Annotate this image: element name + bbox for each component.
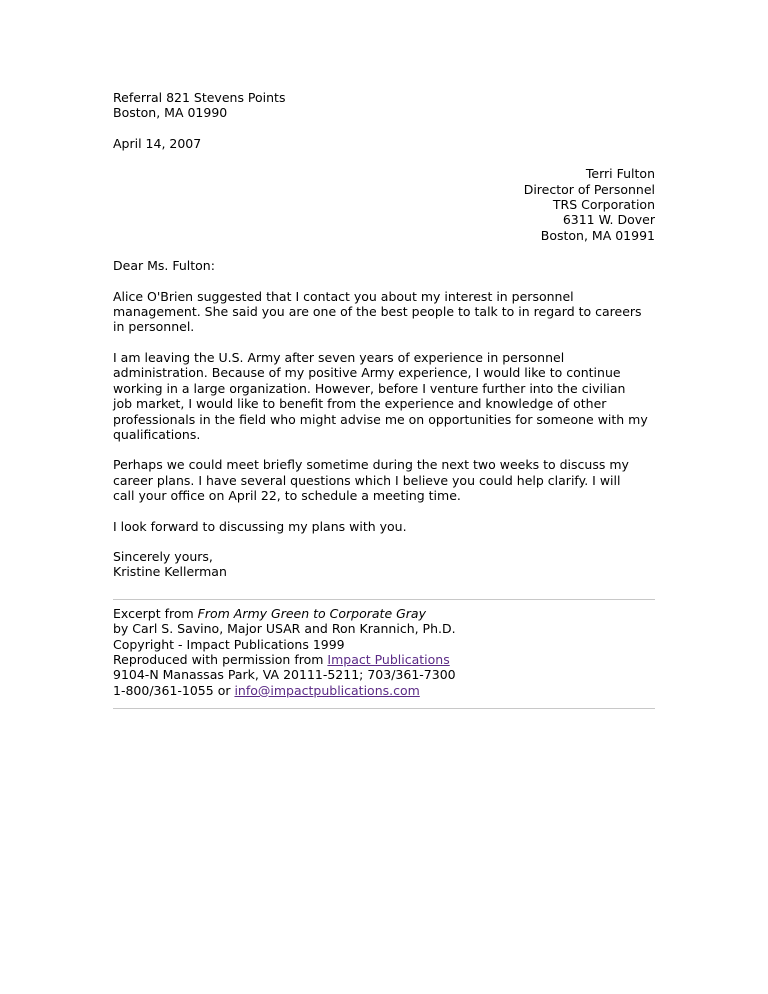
publisher-address-line: 9104-N Manassas Park, VA 20111-5211; 703/361-7300: [113, 667, 456, 683]
paragraph-line: management. She said you are one of the best people to talk to in regard to careers: [113, 304, 642, 320]
sender-address-line-2: Boston, MA 01990: [113, 105, 228, 121]
paragraph-line: administration. Because of my positive Army experience, I would like to continue: [113, 365, 621, 381]
body-paragraph-1: [113, 289, 655, 335]
footer-divider: [113, 708, 655, 709]
recipient-address: [113, 166, 655, 243]
excerpt-line: [113, 606, 655, 621]
recipient-street: 6311 W. Dover: [562, 212, 655, 228]
paragraph-line: I am leaving the U.S. Army after seven years of experience in personnel: [113, 349, 565, 365]
sender-address-line-1: Referral 821 Stevens Points: [113, 90, 286, 105]
letter-page: [113, 90, 655, 709]
copyright-line: Copyright - Impact Publications 1999: [113, 636, 345, 652]
body-paragraph-2: [113, 350, 655, 442]
paragraph-line: professionals in the field who might advise me on opportunities for someone with my: [113, 411, 648, 427]
body-paragraph-3: [113, 457, 655, 503]
book-title: From Army Green to Corporate Gray: [197, 605, 426, 621]
excerpt-prefix: Excerpt from: [113, 605, 198, 621]
letter-date: [113, 136, 655, 151]
paragraph-line: Perhaps we could meet briefly sometime during the next two weeks to discuss my: [113, 457, 629, 473]
email-link[interactable]: info@impactpublications.com: [234, 682, 420, 698]
recipient-title: Director of Personnel: [523, 181, 655, 197]
reproduced-line: [113, 652, 655, 667]
reproduced-prefix: Reproduced with permission from: [113, 651, 328, 667]
paragraph-line: Alice O'Brien suggested that I contact you about my interest in personnel: [113, 288, 574, 304]
paragraph-line: call your office on April 22, to schedule a meeting time.: [113, 488, 461, 504]
paragraph-line: job market, I would like to benefit from the experience and knowledge of other: [113, 396, 607, 412]
salutation-text: Dear Ms. Fulton:: [113, 258, 215, 274]
closing: [113, 549, 655, 580]
paragraph-line: working in a large organization. However, before I venture further into the civilian: [113, 380, 626, 396]
salutation: [113, 258, 655, 273]
date-text: April 14, 2007: [113, 135, 202, 151]
signature-name: Kristine Kellerman: [113, 564, 227, 580]
phone-prefix: 1-800/361-1055 or: [113, 682, 235, 698]
sender-address: [113, 90, 655, 121]
publisher-link[interactable]: Impact Publications: [327, 651, 450, 667]
paragraph-line: in personnel.: [113, 319, 195, 335]
recipient-city: Boston, MA 01991: [540, 227, 655, 243]
paragraph-line: qualifications.: [113, 426, 201, 442]
excerpt-footer: [113, 599, 655, 698]
recipient-name: Terri Fulton: [585, 166, 655, 182]
authors-line: by Carl S. Savino, Major USAR and Ron Krannich, Ph.D.: [113, 621, 456, 637]
paragraph-line: career plans. I have several questions which I believe you could help clarify. I will: [113, 472, 621, 488]
recipient-company: TRS Corporation: [552, 197, 655, 213]
contact-line: [113, 683, 655, 698]
body-paragraph-4: [113, 519, 655, 534]
paragraph-line: I look forward to discussing my plans with you.: [113, 518, 407, 534]
closing-phrase: Sincerely yours,: [113, 548, 213, 564]
